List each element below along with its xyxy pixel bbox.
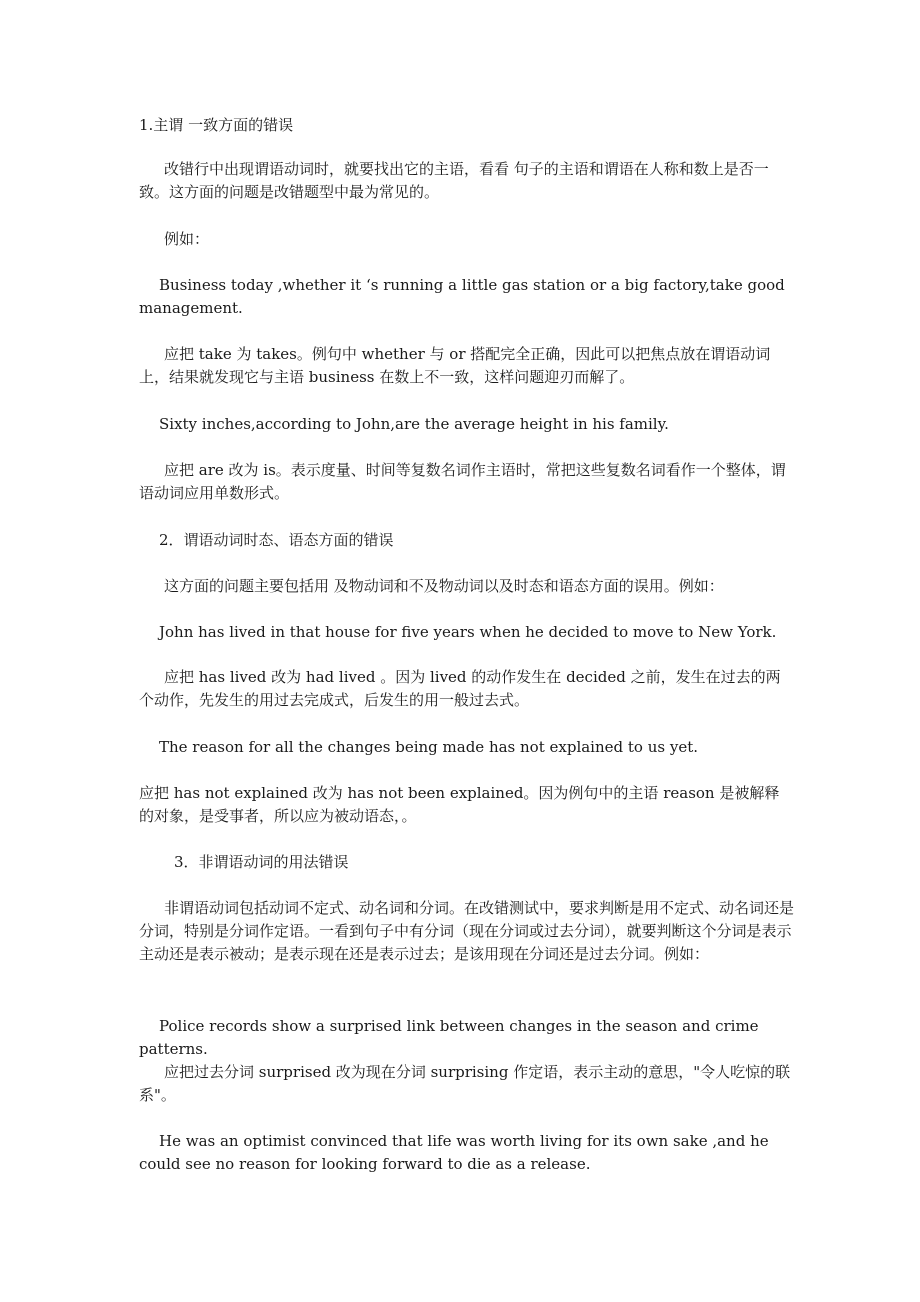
example-sentence-business: Business today ,whether it ‘s running a little gas station or a big factory,take good management. xyxy=(139,276,785,317)
explanation-takes: 应把 take 为 takes。例句中 whether 与 or 搭配完全正确，因此可以把焦点放在谓语动词上，结果就发现它与主语 business 在数上不一致，这样问题迎刃而解了。 xyxy=(139,345,771,386)
example-sentence-john: John has lived in that house for five years when he decided to move to New York. xyxy=(159,623,777,641)
example-sentence-police: Police records show a surprised link between changes in the season and crime patterns. xyxy=(139,1017,759,1058)
paragraph-example-label: 例如： xyxy=(164,230,210,248)
heading-subject-verb-agreement: 1.主谓 一致方面的错误 xyxy=(139,116,294,134)
explanation-had-lived: 应把 has lived 改为 had lived 。因为 lived 的动作发生在 decided 之前，发生在过去的两个动作，先发生的用过去完成式，后发生的用一般过去式。 xyxy=(139,668,781,709)
heading-non-finite-verbs: 3．非谓语动词的用法错误 xyxy=(174,853,349,871)
paragraph-intro-tense: 这方面的问题主要包括用 及物动词和不及物动词以及时态和语态方面的误用。例如： xyxy=(164,577,724,595)
explanation-passive-voice: 应把 has not explained 改为 has not been explained。因为例句中的主语 reason 是被解释的对象，是受事者，所以应为被动语态，。 xyxy=(139,784,780,825)
example-sentence-optimist: He was an optimist convinced that life was worth living for its own sake ,and he could see no reason for looking forward to die as a release. xyxy=(139,1132,769,1173)
paragraph-intro-agreement: 改错行中出现谓语动词时，就要找出它的主语，看看 句子的主语和谓语在人称和数上是否一致。这方面的问题是改错题型中最为常见的。 xyxy=(139,160,769,201)
heading-tense-voice: 2．谓语动词时态、语态方面的错误 xyxy=(159,531,394,549)
paragraph-intro-non-finite: 非谓语动词包括动词不定式、动名词和分词。在改错测试中，要求判断是用不定式、动名词还是分词，特别是分词作定语。一看到句子中有分词（现在分词或过去分词），就要判断这个分词是表示主动还是表示被动；是表示现在还是表示过去；是该用现在分词还是过去分词。例如： xyxy=(139,899,795,963)
explanation-are-is: 应把 are 改为 is。表示度量、时间等复数名词作主语时，常把这些复数名词看作一个整体，谓语动词应用单数形式。 xyxy=(139,461,786,502)
example-sentence-sixty-inches: Sixty inches,according to John,are the average height in his family. xyxy=(159,415,669,433)
explanation-surprising: 应把过去分词 surprised 改为现在分词 surprising 作定语，表示主动的意思，"令人吃惊的联系"。 xyxy=(139,1063,791,1104)
example-sentence-reason: The reason for all the changes being made has not explained to us yet. xyxy=(159,738,698,756)
